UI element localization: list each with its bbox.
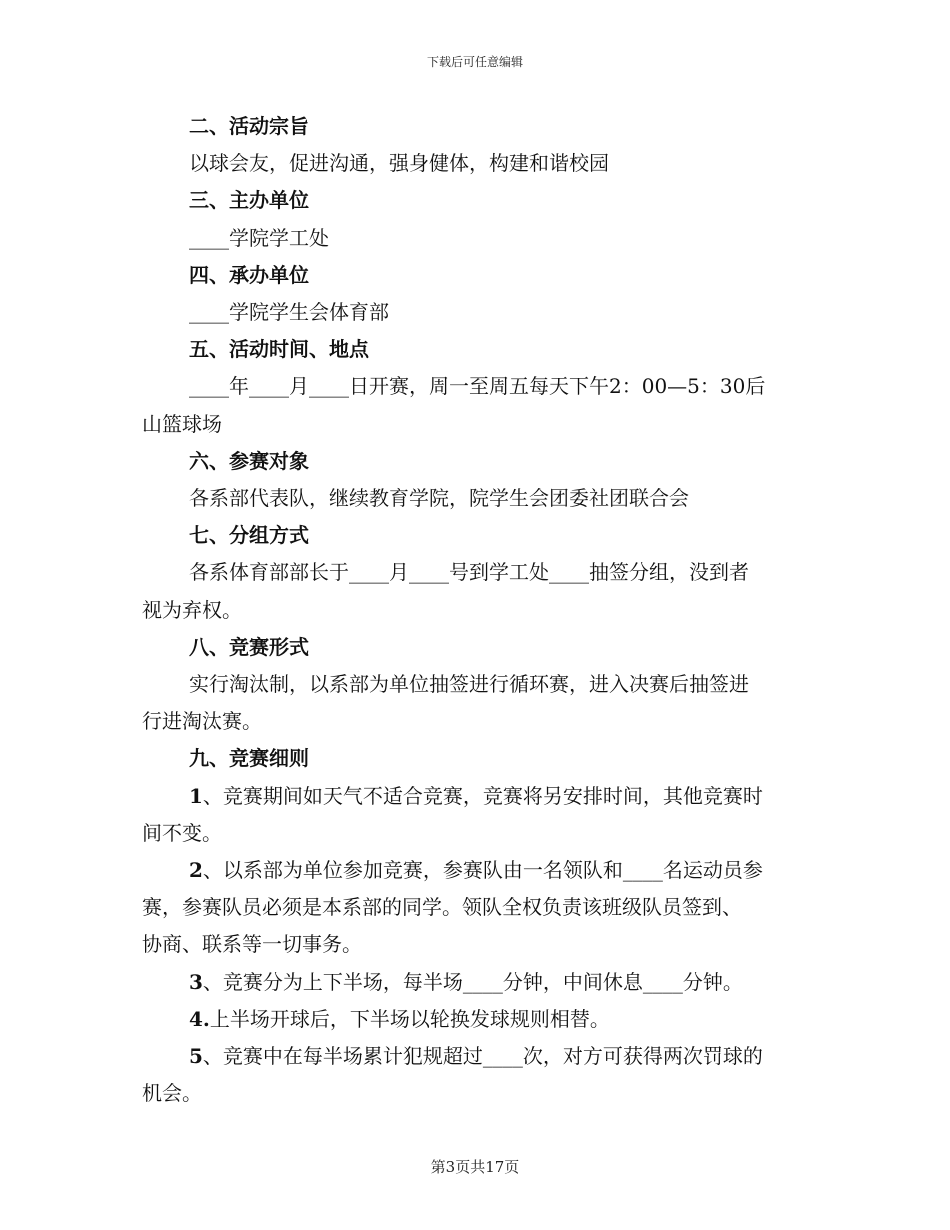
rule-item (142, 778, 810, 815)
page-header: 下载后可任意编辑 (426, 55, 523, 69)
section-heading: 五、活动时间、地点 (189, 337, 369, 362)
section-heading: 七、分组方式 (189, 523, 309, 548)
section-text: 以球会友，促进沟通，强身健体，构建和谐校园 (189, 151, 609, 176)
document-body (142, 108, 810, 1112)
section-text: ____学院学生会体育部 (189, 300, 389, 325)
section-heading: 二、活动宗旨 (189, 114, 309, 138)
rule-number: 5 (189, 1044, 203, 1069)
rule-text: 、竞赛分为上下半场，每半场____分钟，中间休息____分钟。 (202, 969, 743, 994)
section-heading: 八、竞赛形式 (189, 634, 309, 659)
rule-text: 、竞赛中在每半场累计犯规超过____次，对方可获得两次罚球的 (202, 1044, 763, 1069)
section-text: 各系体育部部长于____月____号到学工处____抽签分组，没到者 (189, 560, 749, 585)
rule-number: 1 (189, 783, 203, 808)
section-text: 实行淘汰制，以系部为单位抽签进行循环赛，进入决赛后抽签进 (189, 672, 749, 697)
section-text: ____学院学工处 (189, 225, 329, 250)
rule-item (142, 852, 810, 889)
rule-text: 、竞赛期间如天气不适合竞赛，竞赛将另安排时间，其他竞赛时 (202, 783, 763, 808)
section-text: 山篮球场 (142, 411, 222, 436)
rule-number: 2 (189, 858, 203, 883)
section-text: 行进淘汰赛。 (142, 709, 262, 734)
rule-text: 间不变。 (142, 820, 222, 845)
section-heading: 六、参赛对象 (189, 448, 309, 473)
rule-number: 4. (189, 1006, 210, 1031)
rule-text: 协商、联系等一切事务。 (142, 932, 362, 957)
rule-text: 赛，参赛队员必须是本系部的同学。领队全权负责该班级队员签到、 (142, 895, 742, 920)
rule-item (142, 1001, 810, 1038)
rule-text: 机会。 (142, 1081, 202, 1106)
section-text: 各系部代表队，继续教育学院，院学生会团委社团联合会 (189, 486, 689, 511)
rule-number: 3 (189, 969, 203, 994)
section-text: 视为弃权。 (142, 597, 242, 622)
rule-text: 上半场开球后，下半场以轮换发球规则相替。 (209, 1006, 610, 1031)
page-footer: 第3页共17页 (430, 1158, 520, 1176)
section-heading: 四、承办单位 (189, 262, 309, 287)
rule-item (142, 964, 810, 1001)
rule-item (142, 1038, 810, 1075)
section-heading: 九、竞赛细则 (189, 746, 309, 771)
rule-text: 、以系部为单位参加竞赛，参赛队由一名领队和____名运动员参 (202, 858, 763, 883)
section-text: ____年____月____日开赛，周一至周五每天下午2：00—5：30后 (189, 374, 766, 399)
section-heading: 三、主办单位 (189, 188, 309, 213)
